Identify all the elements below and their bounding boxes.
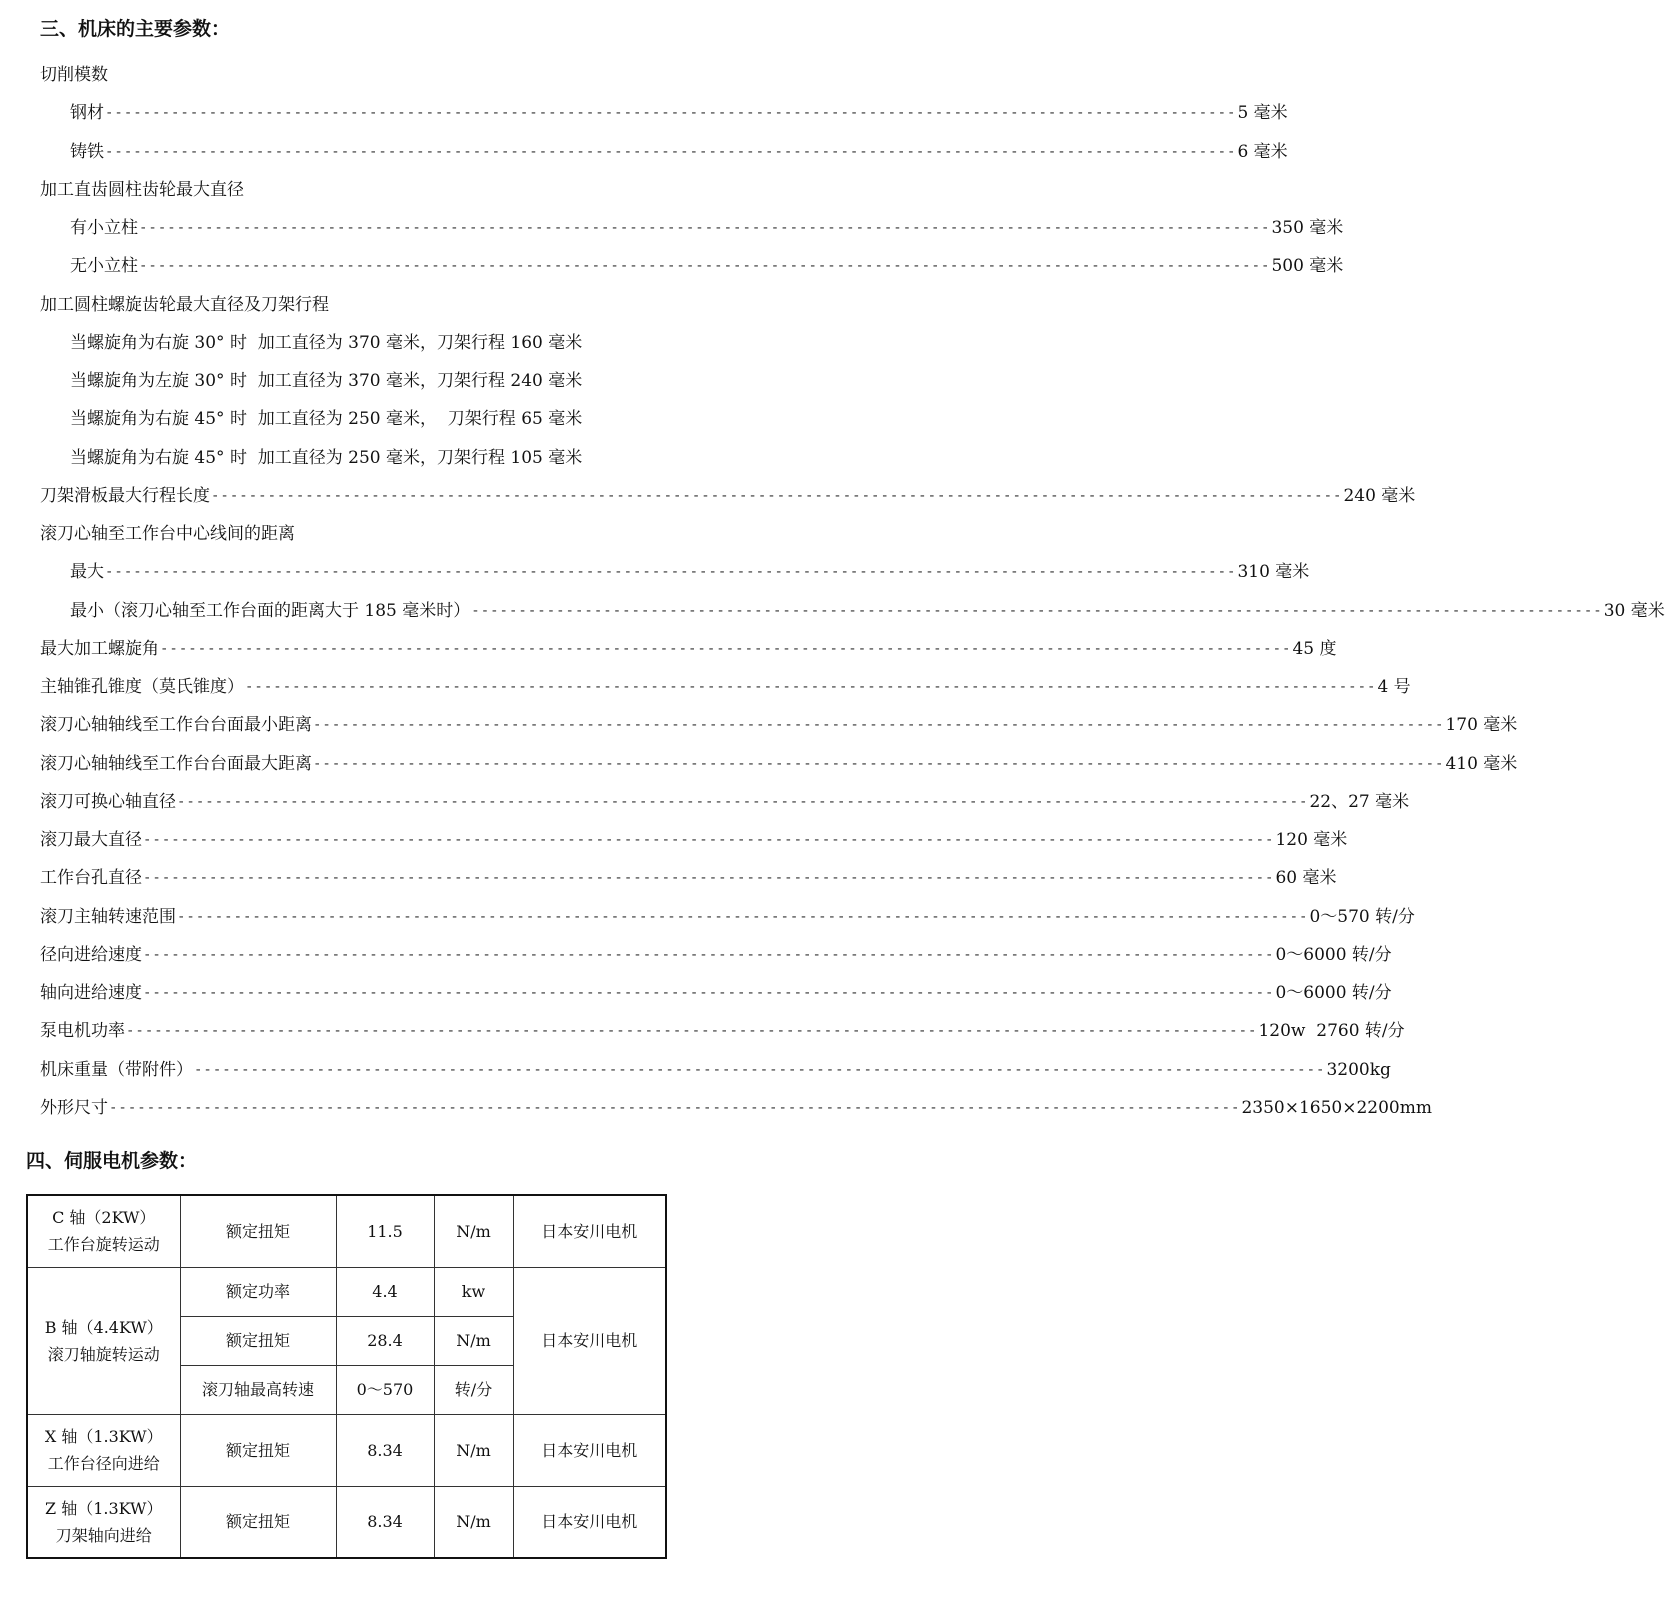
parameter-label: 机床重量（带附件） [40, 1059, 193, 1080]
param-cell: 滚刀轴最高转速 [180, 1365, 336, 1414]
parameter-row [40, 477, 1416, 515]
unit-cell: N/m [434, 1414, 513, 1486]
parameter-value: 45 度 [1292, 638, 1337, 659]
parameter-label: 滚刀主轴转速范围 [40, 906, 176, 927]
parameter-label: 刀架滑板最大行程长度 [40, 485, 210, 506]
parameter-label: 滚刀心轴轴线至工作台台面最小距离 [40, 715, 312, 736]
unit-cell: N/m [434, 1316, 513, 1365]
parameter-value: 5 毫米 [1237, 103, 1288, 124]
leader-dashes: ------------------------------------------------------------------------------------------------------------------------ [177, 908, 1309, 925]
parameter-row [70, 94, 1288, 132]
maker-cell: 日本安川电机 [513, 1267, 666, 1414]
leader-dashes: ------------------------------------------------------------------------------------------------------------------------ [105, 564, 1237, 581]
param-cell: 额定功率 [180, 1267, 336, 1316]
leader-dashes: ------------------------------------------------------------------------------------------------------------------------ [211, 487, 1343, 504]
parameter-value: 2350×1650×2200mm [1241, 1097, 1432, 1118]
parameter-group-label: 加工圆柱螺旋齿轮最大直径及刀架行程 [40, 294, 329, 315]
leader-dashes: ------------------------------------------------------------------------------------------------------------------------ [160, 640, 1292, 657]
axis-desc: 刀架轴向进给 [55, 1525, 152, 1545]
parameter-note: 当螺旋角为右旋 30° 时 加工直径为 370 毫米，刀架行程 160 毫米 [70, 332, 583, 353]
leader-dashes: ------------------------------------------------------------------------------------------------------------------------ [313, 755, 1445, 772]
value-cell: 8.34 [336, 1414, 434, 1486]
parameter-label: 铸铁 [70, 141, 104, 162]
parameter-label: 滚刀可换心轴直径 [40, 791, 176, 812]
parameter-row [40, 1012, 1405, 1050]
parameter-label: 主轴锥孔锥度（莫氏锥度） [40, 677, 244, 697]
unit-cell: N/m [434, 1486, 513, 1558]
value-cell: 4.4 [336, 1267, 434, 1316]
axis-cell [27, 1267, 180, 1414]
unit-cell: kw [434, 1267, 513, 1316]
axis-name: X 轴（1.3KW） [44, 1427, 163, 1446]
value-cell: 0～570 [336, 1365, 434, 1414]
parameter-row [40, 974, 1392, 1012]
leader-dashes: ------------------------------------------------------------------------------------------------------------------------ [139, 258, 1271, 275]
maker-cell: 日本安川电机 [513, 1414, 666, 1486]
axis-name: Z 轴（1.3KW） [45, 1498, 163, 1518]
parameter-group-label: 加工直齿圆柱齿轮最大直径 [40, 179, 244, 200]
maker-cell: 日本安川电机 [513, 1486, 666, 1558]
parameter-label: 有小立柱 [70, 218, 138, 238]
parameter-value: 310 毫米 [1237, 562, 1310, 583]
parameter-label: 最大 [70, 562, 104, 583]
table-row-c-axis [27, 1195, 666, 1267]
parameter-value: 0～570 转/分 [1309, 906, 1415, 927]
unit-cell: 转/分 [434, 1365, 513, 1414]
parameter-note: 当螺旋角为右旋 45° 时 加工直径为 250 毫米， 刀架行程 65 毫米 [70, 409, 583, 430]
parameter-row [40, 821, 1348, 859]
parameter-row [70, 133, 1288, 171]
parameter-row [40, 668, 1411, 706]
parameter-row [40, 1051, 1391, 1089]
parameter-label: 无小立柱 [70, 256, 138, 277]
parameter-value: 120w 2760 转/分 [1258, 1021, 1405, 1042]
parameter-value: 6 毫米 [1237, 141, 1288, 162]
parameter-label: 轴向进给速度 [40, 983, 142, 1003]
parameter-label: 滚刀心轴轴线至工作台台面最大距离 [40, 753, 312, 774]
axis-desc: 滚刀轴旋转运动 [47, 1344, 160, 1364]
table-row-z-axis [27, 1486, 666, 1558]
parameter-value: 0～6000 转/分 [1275, 944, 1392, 965]
maker-cell: 日本安川电机 [513, 1195, 666, 1267]
parameter-value: 170 毫米 [1445, 715, 1518, 736]
leader-dashes: ------------------------------------------------------------------------------------------------------------------------ [194, 1061, 1326, 1078]
parameter-row [40, 783, 1410, 821]
value-cell: 28.4 [336, 1316, 434, 1365]
parameter-value: 120 毫米 [1275, 830, 1348, 850]
parameter-label: 工作台孔直径 [40, 868, 142, 889]
leader-dashes: ------------------------------------------------------------------------------------------------------------------------ [471, 602, 1603, 619]
servo-motor-table [26, 1194, 667, 1559]
section4-title: 四、伺服电机参数： [26, 1150, 198, 1172]
parameter-label: 最小（滚刀心轴至工作台面的距离大于 185 毫米时） [70, 600, 471, 621]
parameter-value: 60 毫米 [1275, 868, 1337, 889]
parameter-label: 径向进给速度 [40, 944, 142, 965]
parameter-label: 泵电机功率 [40, 1021, 125, 1042]
parameter-label: 外形尺寸 [40, 1097, 108, 1118]
unit-cell: N/m [434, 1195, 513, 1267]
param-cell: 额定扭矩 [180, 1195, 336, 1267]
leader-dashes: ------------------------------------------------------------------------------------------------------------------------ [143, 946, 1275, 963]
leader-dashes: ------------------------------------------------------------------------------------------------------------------------ [143, 985, 1275, 1001]
leader-dashes: ------------------------------------------------------------------------------------------------------------------------ [105, 105, 1237, 122]
parameter-note: 当螺旋角为右旋 45° 时 加工直径为 250 毫米，刀架行程 105 毫米 [70, 447, 583, 468]
parameter-row [40, 859, 1337, 897]
parameter-label: 最大加工螺旋角 [40, 638, 159, 659]
table-row-x-axis [27, 1414, 666, 1486]
parameter-row [40, 936, 1392, 974]
parameter-row [40, 1089, 1432, 1127]
parameter-label: 钢材 [70, 103, 104, 124]
parameter-row [70, 553, 1310, 591]
axis-name: B 轴（4.4KW） [44, 1317, 163, 1337]
leader-dashes: ------------------------------------------------------------------------------------------------------------------------ [143, 870, 1275, 887]
axis-desc: 工作台径向进给 [47, 1454, 160, 1473]
parameter-value: 0～6000 转/分 [1275, 983, 1392, 1003]
value-cell: 8.34 [336, 1486, 434, 1558]
leader-dashes: ------------------------------------------------------------------------------------------------------------------------ [105, 143, 1237, 160]
leader-dashes: ------------------------------------------------------------------------------------------------------------------------ [109, 1099, 1241, 1116]
table-row-b-axis [27, 1267, 666, 1316]
parameter-label: 滚刀最大直径 [40, 830, 142, 850]
parameter-group-label: 滚刀心轴至工作台中心线间的距离 [40, 524, 295, 544]
leader-dashes: ------------------------------------------------------------------------------------------------------------------------ [143, 832, 1275, 848]
axis-desc: 工作台旋转运动 [47, 1235, 160, 1255]
axis-cell [27, 1414, 180, 1486]
parameter-value: 500 毫米 [1271, 256, 1344, 277]
section3-title: 三、机床的主要参数： [40, 18, 231, 40]
parameter-row [40, 745, 1518, 783]
leader-dashes: ------------------------------------------------------------------------------------------------------------------------ [139, 220, 1271, 236]
leader-dashes: ------------------------------------------------------------------------------------------------------------------------ [177, 793, 1309, 810]
parameter-value: 410 毫米 [1445, 753, 1518, 774]
axis-name: C 轴（2KW） [52, 1208, 156, 1228]
value-cell: 11.5 [336, 1195, 434, 1267]
parameter-row [70, 592, 1665, 630]
parameter-row [40, 630, 1337, 668]
parameter-value: 3200kg [1326, 1059, 1391, 1080]
axis-cell [27, 1486, 180, 1558]
parameter-row [40, 898, 1415, 936]
leader-dashes: ------------------------------------------------------------------------------------------------------------------------ [245, 679, 1377, 695]
parameter-row [70, 209, 1344, 247]
parameter-note: 当螺旋角为左旋 30° 时 加工直径为 370 毫米，刀架行程 240 毫米 [70, 371, 583, 391]
parameter-row [40, 706, 1518, 744]
parameter-group-label: 切削模数 [40, 65, 108, 85]
parameter-value: 30 毫米 [1603, 600, 1665, 621]
param-cell: 额定扭矩 [180, 1486, 336, 1558]
parameter-row [70, 247, 1344, 285]
leader-dashes: ------------------------------------------------------------------------------------------------------------------------ [313, 717, 1445, 734]
param-cell: 额定扭矩 [180, 1316, 336, 1365]
param-cell: 额定扭矩 [180, 1414, 336, 1486]
parameter-value: 350 毫米 [1271, 218, 1344, 238]
parameter-value: 240 毫米 [1343, 485, 1416, 506]
parameter-value: 22、27 毫米 [1309, 791, 1410, 812]
leader-dashes: ------------------------------------------------------------------------------------------------------------------------ [126, 1023, 1258, 1040]
parameter-value: 4 号 [1377, 677, 1411, 697]
axis-cell [27, 1195, 180, 1267]
